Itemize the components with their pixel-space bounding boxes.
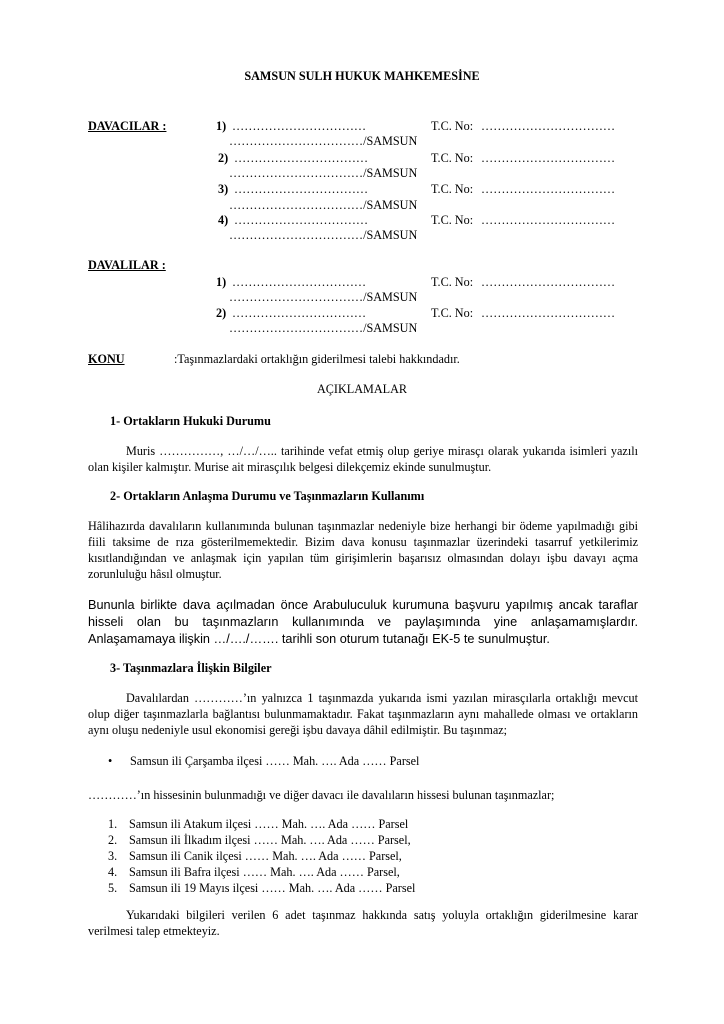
document-title: SAMSUN SULH HUKUK MAHKEMESİNE: [244, 69, 480, 83]
party-number: 1): [216, 119, 227, 133]
bullet-list-item: [108, 754, 419, 768]
subject-label: KONU: [88, 352, 125, 366]
party-number: 4): [218, 213, 229, 227]
party-address: ……………………………/SAMSUN: [229, 290, 418, 304]
shares-paragraph: …………’ın hissesinin bulunmadığı ve diğer davacı ile davalıların hissesi bulunan taşınmazlar;: [88, 788, 555, 802]
tc-label: T.C. No:: [431, 119, 474, 133]
tc-blank: ……………………………: [481, 306, 616, 320]
list-item: 2. Samsun ili İlkadım ilçesi …… Mah. …. Ada …… Parsel,: [108, 833, 411, 847]
section-1-heading: 1- Ortakların Hukuki Durumu: [110, 414, 271, 428]
section-1-paragraph: Muris ……………, …/…/….. tarihinde vefat etmiş olup geriye mirasçı olarak yukarıda isimleri yazılı olan kişiler kalmıştır. Murise ait mirasçılık belgesi dilekçemiz ekinde sunulmuştur.: [88, 444, 638, 474]
section-3-paragraph: Davalılardan …………’ın yalnızca 1 taşınmazda yukarıda ismi yazılan mirasçılarla ortaklığı mevcut olup diğer taşınmazlarla bağlantısı bulunmamaktadır. Fakat taşınmazların aynı mahallede olması ve ortakların aynı oluşu nedeniyle usul ekonomisi gereği işbu davaya dâhil edilmiştir. Bu taşınmaz;: [88, 691, 638, 737]
property-list: [108, 816, 415, 896]
party-name-blank: ……………………………: [234, 151, 369, 165]
party-address: ……………………………/SAMSUN: [229, 321, 418, 335]
list-item: 1. Samsun ili Atakum ilçesi …… Mah. …. Ada …… Parsel: [108, 817, 409, 831]
section-2-paragraph-2: Bununla birlikte dava açılmadan önce Arabuluculuk kurumuna başvuru yapılmış ancak taraflar hisseli olan bu taşınmazların kullanımında ve paylaşımında yine anlaşamamışlardır. Anlaşamamaya ilişkin …/…./……. tarihli son oturum tutanağı EK-5 te sunulmuştur.: [88, 598, 638, 646]
party-number: 1): [216, 275, 227, 289]
party-address: ……………………………/SAMSUN: [229, 198, 418, 212]
section-2-paragraph-1: Hâlihazırda davalıların kullanımında bulunan taşınmazlar nedeniyle bize herhangi bir ödeme yapılmadığı gibi fiili taksime de rıza gösterilmemektedir. Bizim dava konusu taşınmazlar üzerindeki tasarruf yetkilerimiz kısıtlandığından ve anlaşmak için yapılan tüm girişimlerin başarısız olmasından dolayı işbu davayı açma zorunluluğu hâsıl olmuştur.: [88, 519, 638, 581]
party-address: ……………………………/SAMSUN: [229, 166, 418, 180]
plaintiffs-label: DAVACILAR :: [88, 119, 167, 133]
explanations-heading: AÇIKLAMALAR: [316, 382, 408, 396]
party-name-blank: ……………………………: [232, 275, 367, 289]
subject-line: [88, 352, 460, 366]
tc-blank: ……………………………: [481, 151, 616, 165]
bullet-item-text: Samsun ili Çarşamba ilçesi …… Mah. …. Ada …… Parsel: [130, 754, 420, 768]
party-name-blank: ……………………………: [234, 213, 369, 227]
list-item: 5. Samsun ili 19 Mayıs ilçesi …… Mah. …. Ada …… Parsel: [108, 881, 416, 895]
tc-label: T.C. No:: [431, 182, 474, 196]
closing-paragraph: Yukarıdaki bilgileri verilen 6 adet taşınmaz hakkında satış yoluyla ortaklığın giderilmesine karar verilmesi talep etmekteyiz.: [88, 908, 638, 938]
party-name-blank: ……………………………: [232, 306, 367, 320]
tc-label: T.C. No:: [431, 275, 474, 289]
list-item: 3. Samsun ili Canik ilçesi …… Mah. …. Ada …… Parsel,: [108, 849, 402, 863]
party-number: 2): [216, 306, 227, 320]
tc-blank: ……………………………: [481, 119, 616, 133]
tc-blank: ……………………………: [481, 182, 616, 196]
list-item: 4. Samsun ili Bafra ilçesi …… Mah. …. Ada …… Parsel,: [108, 865, 400, 879]
party-name-blank: ……………………………: [234, 182, 369, 196]
tc-label: T.C. No:: [431, 306, 474, 320]
bullet-icon: •: [108, 754, 113, 768]
defendants-label: DAVALILAR :: [88, 258, 166, 272]
party-address: ……………………………/SAMSUN: [229, 134, 418, 148]
section-3-heading: 3- Taşınmazlara İlişkin Bilgiler: [110, 661, 272, 675]
section-2-heading: 2- Ortakların Anlaşma Durumu ve Taşınmazların Kullanımı: [110, 489, 425, 503]
tc-blank: ……………………………: [481, 213, 616, 227]
party-address: ……………………………/SAMSUN: [229, 228, 418, 242]
subject-text: :Taşınmazlardaki ortaklığın giderilmesi talebi hakkındadır.: [174, 352, 460, 366]
tc-label: T.C. No:: [431, 213, 474, 227]
party-number: 2): [218, 151, 229, 165]
party-number: 3): [218, 182, 229, 196]
tc-blank: ……………………………: [481, 275, 616, 289]
party-name-blank: ……………………………: [232, 119, 367, 133]
tc-label: T.C. No:: [431, 151, 474, 165]
